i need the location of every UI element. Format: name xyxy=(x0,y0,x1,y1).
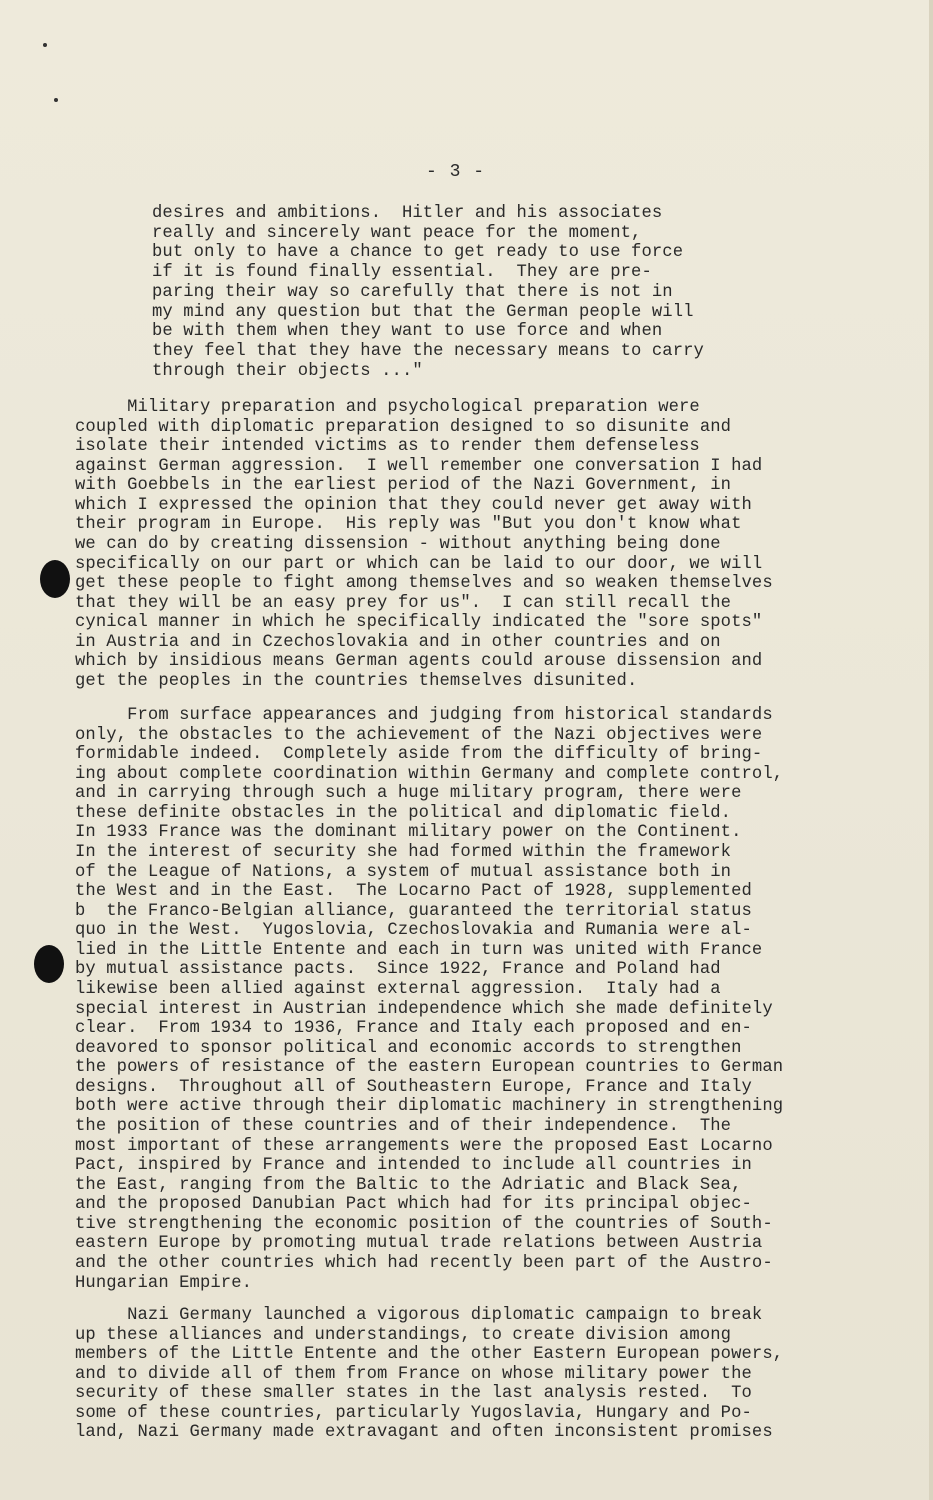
paragraph-2-line: eastern Europe by promoting mutual trade relations between Austria xyxy=(75,1234,763,1254)
paragraph-1-line: get the peoples in the countries themselves disunited. xyxy=(75,671,638,691)
paragraph-2-line: and the other countries which had recently been part of the Austro- xyxy=(75,1253,773,1273)
punch-hole-lower xyxy=(34,945,64,983)
paragraph-2-line: formidable indeed. Completely aside from the difficulty of bring- xyxy=(75,745,763,765)
page-edge xyxy=(929,0,933,1500)
quote-line: they feel that they have the necessary means to carry xyxy=(152,341,704,361)
paragraph-2-line: the position of these countries and of their independence. The xyxy=(75,1116,732,1136)
quote-line: be with them when they want to use force and when xyxy=(152,322,663,342)
paragraph-2-line: most important of these arrangements were the proposed East Locarno xyxy=(75,1136,773,1156)
paragraph-2-line: quo in the West. Yugoslovia, Czechoslovakia and Rumania were al- xyxy=(75,921,752,941)
paragraph-1-line: against German aggression. I well remember one conversation I had xyxy=(75,456,763,476)
quote-line: paring their way so carefully that there is not in xyxy=(152,282,673,302)
paragraph-2-line: both were active through their diplomatic machinery in strengthening xyxy=(75,1097,784,1117)
paragraph-3-line: land, Nazi Germany made extravagant and often inconsistent promises xyxy=(75,1423,773,1443)
paragraph-2-line: designs. Throughout all of Southeastern Europe, France and Italy xyxy=(75,1077,752,1097)
paragraph-1-line: in Austria and in Czechoslovakia and in other countries and on xyxy=(75,632,721,652)
paragraph-2-line: by mutual assistance pacts. Since 1922, France and Poland had xyxy=(75,960,721,980)
paragraph-1-line: which I expressed the opinion that they could never get away with xyxy=(75,495,752,515)
quote-line: but only to have a chance to get ready to use force xyxy=(152,243,684,263)
paragraph-1-line: Military preparation and psychological preparation were xyxy=(75,398,700,417)
paragraph-2-line: likewise been allied against external aggression. Italy had a xyxy=(75,979,721,999)
quote-line: desires and ambitions. Hitler and his associates xyxy=(152,204,663,223)
paragraph-3-line: Nazi Germany launched a vigorous diplomatic campaign to break xyxy=(75,1306,763,1325)
paragraph-3-line: some of these countries, particularly Yugoslavia, Hungary and Po- xyxy=(75,1403,752,1423)
paragraph-2-line: special interest in Austrian independence which she made definitely xyxy=(75,999,773,1019)
quote-line: my mind any question but that the German people will xyxy=(152,302,694,322)
quote-line: if it is found finally essential. They are pre- xyxy=(152,263,652,283)
paragraph-1-line: we can do by creating dissension - without anything being done xyxy=(75,534,721,554)
paragraph-2-line: Hungarian Empire. xyxy=(75,1273,253,1293)
paragraph-1-line: their program in Europe. His reply was "But you don't know what xyxy=(75,515,742,535)
paragraph-2-line: b the Franco-Belgian alliance, guaranteed the territorial status xyxy=(75,901,752,921)
paragraph-2-line: the powers of resistance of the eastern European countries to German xyxy=(75,1058,784,1078)
punch-hole-upper xyxy=(40,560,70,598)
paragraph-1-line: which by insidious means German agents could arouse dissension and xyxy=(75,652,763,672)
paragraph-2-line: these definite obstacles in the political and diplomatic field. xyxy=(75,803,732,823)
quote-line: really and sincerely want peace for the moment, xyxy=(152,223,642,243)
paragraph-1-line: with Goebbels in the earliest period of the Nazi Government, in xyxy=(75,476,732,496)
paragraph-1-line: that they will be an easy prey for us". I can still recall the xyxy=(75,593,732,613)
paragraph-2-line: clear. From 1934 to 1936, France and Italy each proposed and en- xyxy=(75,1019,752,1039)
quote-line: through their objects ..." xyxy=(152,361,423,381)
paragraph-3-line: and to divide all of them from France on whose military power the xyxy=(75,1364,752,1384)
paragraph-2-line: the West and in the East. The Locarno Pact of 1928, supplemented xyxy=(75,882,752,902)
paragraph-1-line: cynical manner in which he specifically indicated the "sore spots" xyxy=(75,613,763,633)
paragraph-1-line: get these people to fight among themselves and so weaken themselves xyxy=(75,574,773,594)
paragraph-2-line: In the interest of security she had formed within the framework xyxy=(75,842,732,862)
paragraph-2-line: Pact, inspired by France and intended to include all countries in xyxy=(75,1156,752,1176)
paragraph-1-line: coupled with diplomatic preparation designed to so disunite and xyxy=(75,417,732,437)
paragraph-2-line: tive strengthening the economic position of the countries of South- xyxy=(75,1214,773,1234)
paragraph-3-line: members of the Little Entente and the other Eastern European powers, xyxy=(75,1345,784,1365)
paragraph-2-line: From surface appearances and judging from historical standards xyxy=(75,706,773,725)
page-number: - 3 - xyxy=(426,162,486,182)
margin-speck-left xyxy=(54,98,58,102)
paragraph-3-line: security of these smaller states in the last analysis rested. To xyxy=(75,1384,752,1404)
margin-speck-top xyxy=(43,43,47,47)
paragraph-2-line: ing about complete coordination within Germany and complete control, xyxy=(75,764,784,784)
paragraph-2-line: the East, ranging from the Baltic to the Adriatic and Black Sea, xyxy=(75,1175,742,1195)
paragraph-3-line: up these alliances and understandings, to create division among xyxy=(75,1325,732,1345)
paragraph-2-line: deavored to sponsor political and economic accords to strengthen xyxy=(75,1038,742,1058)
paragraph-2-line: and the proposed Danubian Pact which had for its principal objec- xyxy=(75,1195,752,1215)
paragraph-2-line: lied in the Little Entente and each in turn was united with France xyxy=(75,940,763,960)
paragraph-2-line: of the League of Nations, a system of mutual assistance both in xyxy=(75,862,732,882)
paragraph-2-line: only, the obstacles to the achievement of the Nazi objectives were xyxy=(75,725,763,745)
paragraph-2-line: In 1933 France was the dominant military power on the Continent. xyxy=(75,823,742,843)
paragraph-1-line: specifically on our part or which can be laid to our door, we will xyxy=(75,554,763,574)
paragraph-2-line: and in carrying through such a huge military program, there were xyxy=(75,784,742,804)
paragraph-1-line: isolate their intended victims as to render them defenseless xyxy=(75,437,700,457)
